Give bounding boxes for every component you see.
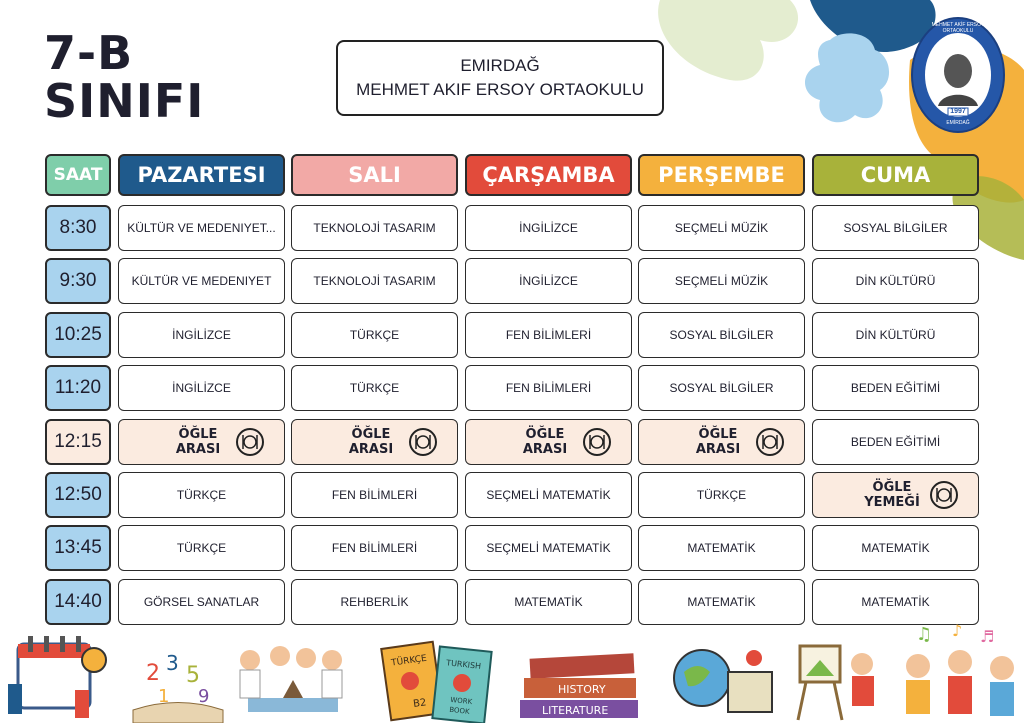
school-city: EMIRDAĞ <box>460 56 540 75</box>
lesson-cell: BEDEN EĞİTİMİ <box>812 419 979 465</box>
history-books-icon <box>516 648 646 723</box>
svg-text:♫: ♫ <box>916 624 933 645</box>
numbers-book-icon <box>128 640 228 723</box>
svg-text:1: 1 <box>158 686 170 707</box>
school-logo <box>910 16 1006 134</box>
plate-cutlery-icon <box>583 428 611 456</box>
book-label-turkce: TÜRKÇE <box>390 653 428 669</box>
svg-text:2: 2 <box>146 661 160 686</box>
lesson-cell: BEDEN EĞİTİMİ <box>812 365 979 411</box>
lesson-cell: TÜRKÇE <box>638 472 805 518</box>
book-label-book: BOOK <box>448 705 470 716</box>
header-sali: SALI <box>291 154 458 196</box>
time-slot: 10:25 <box>45 312 111 358</box>
time-slot: 9:30 <box>45 258 111 304</box>
lesson-cell: MATEMATİK <box>638 579 805 625</box>
time-slot: 14:40 <box>45 579 111 625</box>
logo-year: 1997 <box>950 108 966 115</box>
lesson-cell: SOSYAL BİLGİLER <box>638 365 805 411</box>
lesson-cell: SEÇMELİ MATEMATİK <box>465 525 632 571</box>
music-kids-icon <box>894 622 1024 723</box>
calendar-icon <box>0 632 110 722</box>
lesson-cell: KÜLTÜR VE MEDENIYET <box>118 258 285 304</box>
lesson-cell: SOSYAL BİLGİLER <box>638 312 805 358</box>
lesson-cell: İNGİLİZCE <box>118 365 285 411</box>
class-name: 7-B <box>44 26 134 80</box>
lesson-cell: İNGİLİZCE <box>465 258 632 304</box>
class-suffix: SINIFI <box>44 74 205 128</box>
science-kids-icon <box>228 640 356 723</box>
lunch-label: ÖĞLE ARASI <box>522 427 568 457</box>
lesson-cell: MATEMATİK <box>465 579 632 625</box>
lunch-label: ÖĞLE ARASI <box>695 427 741 457</box>
svg-text:♬: ♬ <box>980 627 995 646</box>
lesson-cell: GÖRSEL SANATLAR <box>118 579 285 625</box>
svg-text:♪: ♪ <box>952 622 963 640</box>
language-books-icon <box>380 635 498 723</box>
plate-cutlery-icon <box>236 428 264 456</box>
lunch-break-cell <box>638 419 805 465</box>
school-name-box <box>336 40 664 116</box>
book-label-b2: B2 <box>412 697 428 710</box>
lesson-cell: FEN BİLİMLERİ <box>291 525 458 571</box>
lesson-cell: SOSYAL BİLGİLER <box>812 205 979 251</box>
globe-map-icon <box>670 642 780 723</box>
time-slot: 13:45 <box>45 525 111 571</box>
svg-text:9: 9 <box>198 686 210 707</box>
book-label-turkish: TURKISH <box>445 658 482 671</box>
lesson-cell: TÜRKÇE <box>291 312 458 358</box>
plate-cutlery-icon <box>409 428 437 456</box>
lesson-cell: TÜRKÇE <box>118 472 285 518</box>
lesson-cell: MATEMATİK <box>812 579 979 625</box>
logo-text: MEHMET AKİF ERSOY ORTAOKULU <box>931 22 985 34</box>
lunch-label: ÖĞLE ARASI <box>348 427 394 457</box>
header-saat: SAAT <box>45 154 111 196</box>
school-name: MEHMET AKIF ERSOY ORTAOKULU <box>356 80 644 99</box>
time-slot: 8:30 <box>45 205 111 251</box>
lesson-cell: SEÇMELİ MATEMATİK <box>465 472 632 518</box>
painting-kid-icon <box>792 640 884 723</box>
lesson-cell: SEÇMELİ MÜZİK <box>638 205 805 251</box>
lesson-cell: DİN KÜLTÜRÜ <box>812 258 979 304</box>
lunch-break-cell <box>118 419 285 465</box>
lesson-cell: KÜLTÜR VE MEDENIYET... <box>118 205 285 251</box>
lunch-label: ÖĞLE ARASI <box>175 427 221 457</box>
lesson-cell: TÜRKÇE <box>118 525 285 571</box>
lesson-cell: SEÇMELİ MÜZİK <box>638 258 805 304</box>
lunch-break-cell <box>465 419 632 465</box>
svg-text:5: 5 <box>186 663 200 688</box>
lesson-cell: MATEMATİK <box>812 525 979 571</box>
header-cuma: CUMA <box>812 154 979 196</box>
plate-cutlery-icon <box>756 428 784 456</box>
page-title <box>44 26 205 128</box>
book-label-history: HISTORY <box>558 683 606 696</box>
time-slot: 12:50 <box>45 472 111 518</box>
lesson-cell: FEN BİLİMLERİ <box>465 365 632 411</box>
plate-cutlery-icon <box>930 481 958 509</box>
lesson-cell: İNGİLİZCE <box>118 312 285 358</box>
header-carsamba: ÇARŞAMBA <box>465 154 632 196</box>
header-persembe: PERŞEMBE <box>638 154 805 196</box>
lesson-cell: TEKNOLOJİ TASARIM <box>291 205 458 251</box>
header-pazartesi: PAZARTESI <box>118 154 285 196</box>
lesson-cell: TEKNOLOJİ TASARIM <box>291 258 458 304</box>
book-label-literature: LITERATURE <box>542 704 609 717</box>
lesson-cell: FEN BİLİMLERİ <box>465 312 632 358</box>
time-slot: 12:15 <box>45 419 111 465</box>
time-slot: 11:20 <box>45 365 111 411</box>
lunch-break-cell <box>812 472 979 518</box>
lesson-cell: TÜRKÇE <box>291 365 458 411</box>
lesson-cell: İNGİLİZCE <box>465 205 632 251</box>
lunch-label: ÖĞLE YEMEĞİ <box>864 480 920 510</box>
lesson-cell: REHBERLİK <box>291 579 458 625</box>
lesson-cell: MATEMATİK <box>638 525 805 571</box>
lesson-cell: FEN BİLİMLERİ <box>291 472 458 518</box>
logo-city: EMİRDAĞ <box>946 120 970 126</box>
lesson-cell: DİN KÜLTÜRÜ <box>812 312 979 358</box>
book-label-work: WORK <box>449 695 473 707</box>
svg-text:3: 3 <box>166 651 179 675</box>
lunch-break-cell <box>291 419 458 465</box>
